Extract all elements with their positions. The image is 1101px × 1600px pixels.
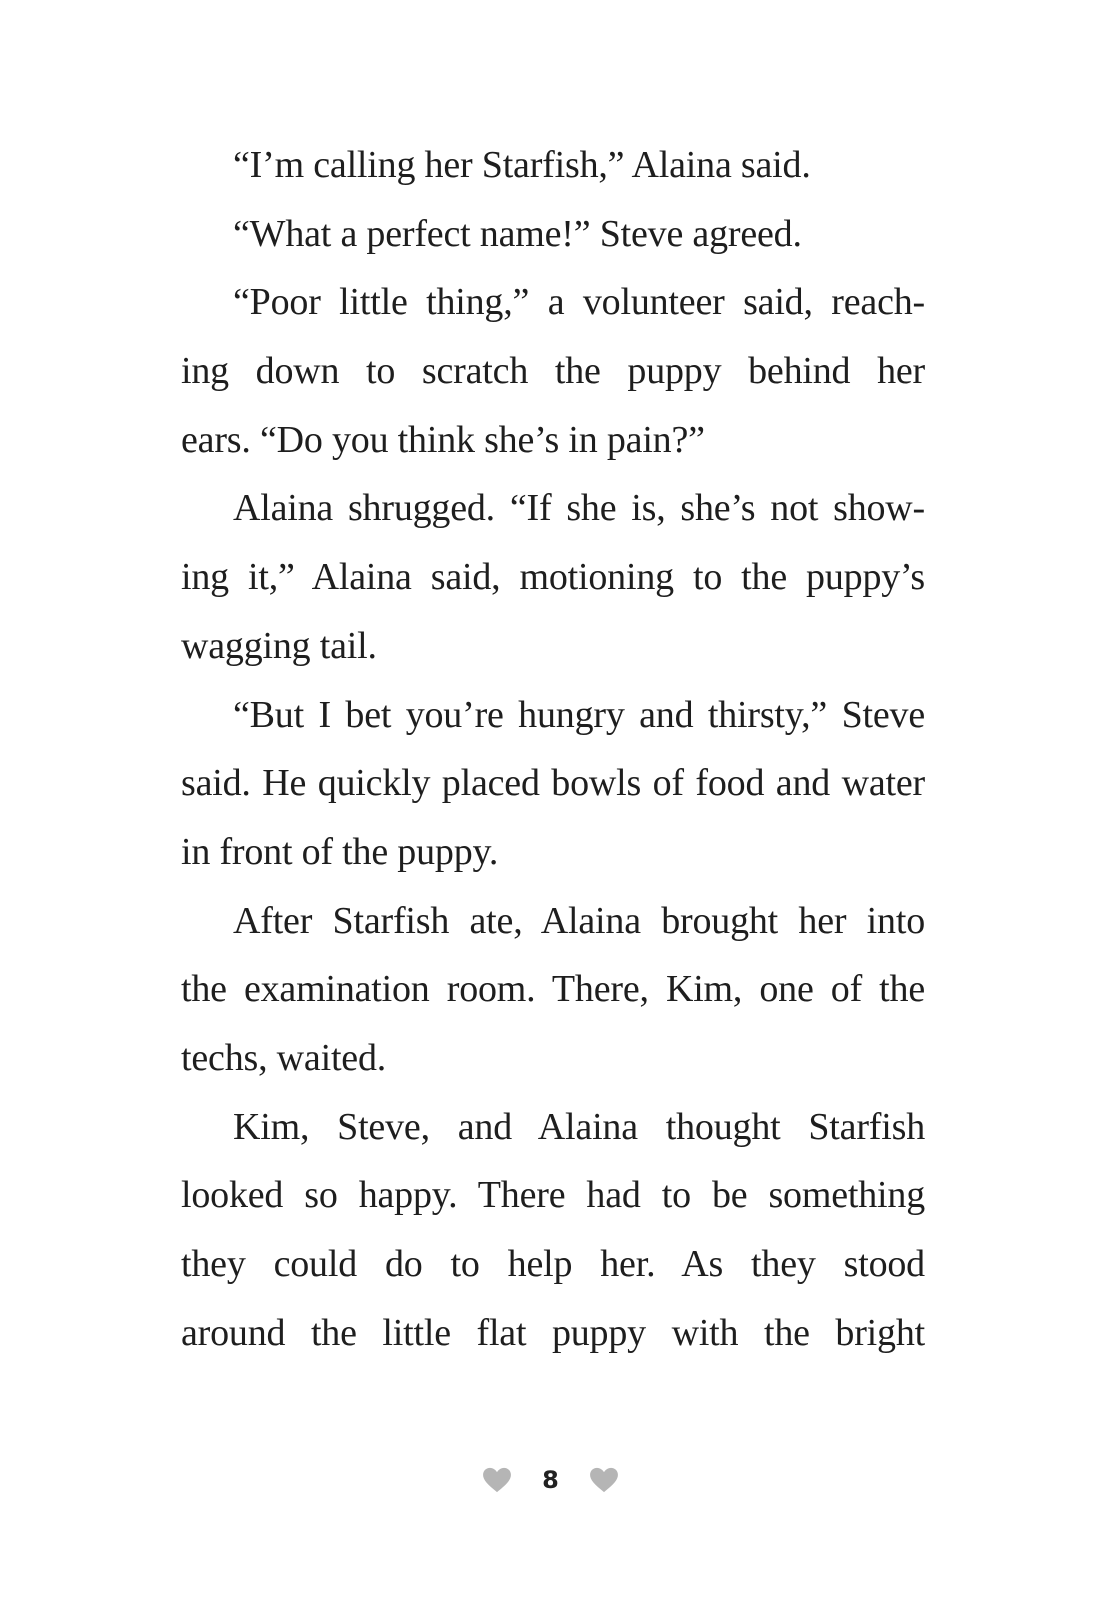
text-line: techs, waited. — [181, 1036, 387, 1079]
text-line: the examination room. There, Kim, one of the — [181, 968, 925, 1011]
heart-icon — [589, 1467, 619, 1493]
page-footer — [0, 1458, 1101, 1502]
heart-shape — [483, 1468, 511, 1492]
text-line: “I’m calling her Starfish,” Alaina said. — [233, 144, 811, 186]
heart-icon — [482, 1467, 512, 1493]
text-line: wagging tail. — [181, 624, 377, 667]
text-line: ing it,” Alaina said, motioning to the puppy’s — [181, 556, 925, 599]
text-line: around the little flat puppy with the bright — [181, 1311, 925, 1354]
heart-shape — [590, 1468, 618, 1492]
text-line: ing down to scratch the puppy behind her — [181, 350, 925, 393]
text-line: in front of the puppy. — [181, 830, 499, 873]
text-line: Alaina shrugged. “If she is, she’s not show- — [233, 487, 925, 530]
page-number: 8 — [542, 1466, 559, 1494]
text-line: looked so happy. There had to be something — [181, 1174, 925, 1217]
page-body-text — [181, 131, 925, 1367]
text-line: “What a perfect name!” Steve agreed. — [233, 212, 802, 255]
text-line: Kim, Steve, and Alaina thought Starfish — [233, 1105, 925, 1148]
text-line: After Starfish ate, Alaina brought her into — [233, 899, 925, 942]
text-line: “But I bet you’re hungry and thirsty,” Steve — [233, 693, 925, 736]
text-line: said. He quickly placed bowls of food and water — [181, 762, 925, 805]
text-line: they could do to help her. As they stood — [181, 1243, 925, 1285]
text-line: ears. “Do you think she’s in pain?” — [181, 418, 705, 461]
text-line: “Poor little thing,” a volunteer said, reach- — [233, 281, 925, 324]
